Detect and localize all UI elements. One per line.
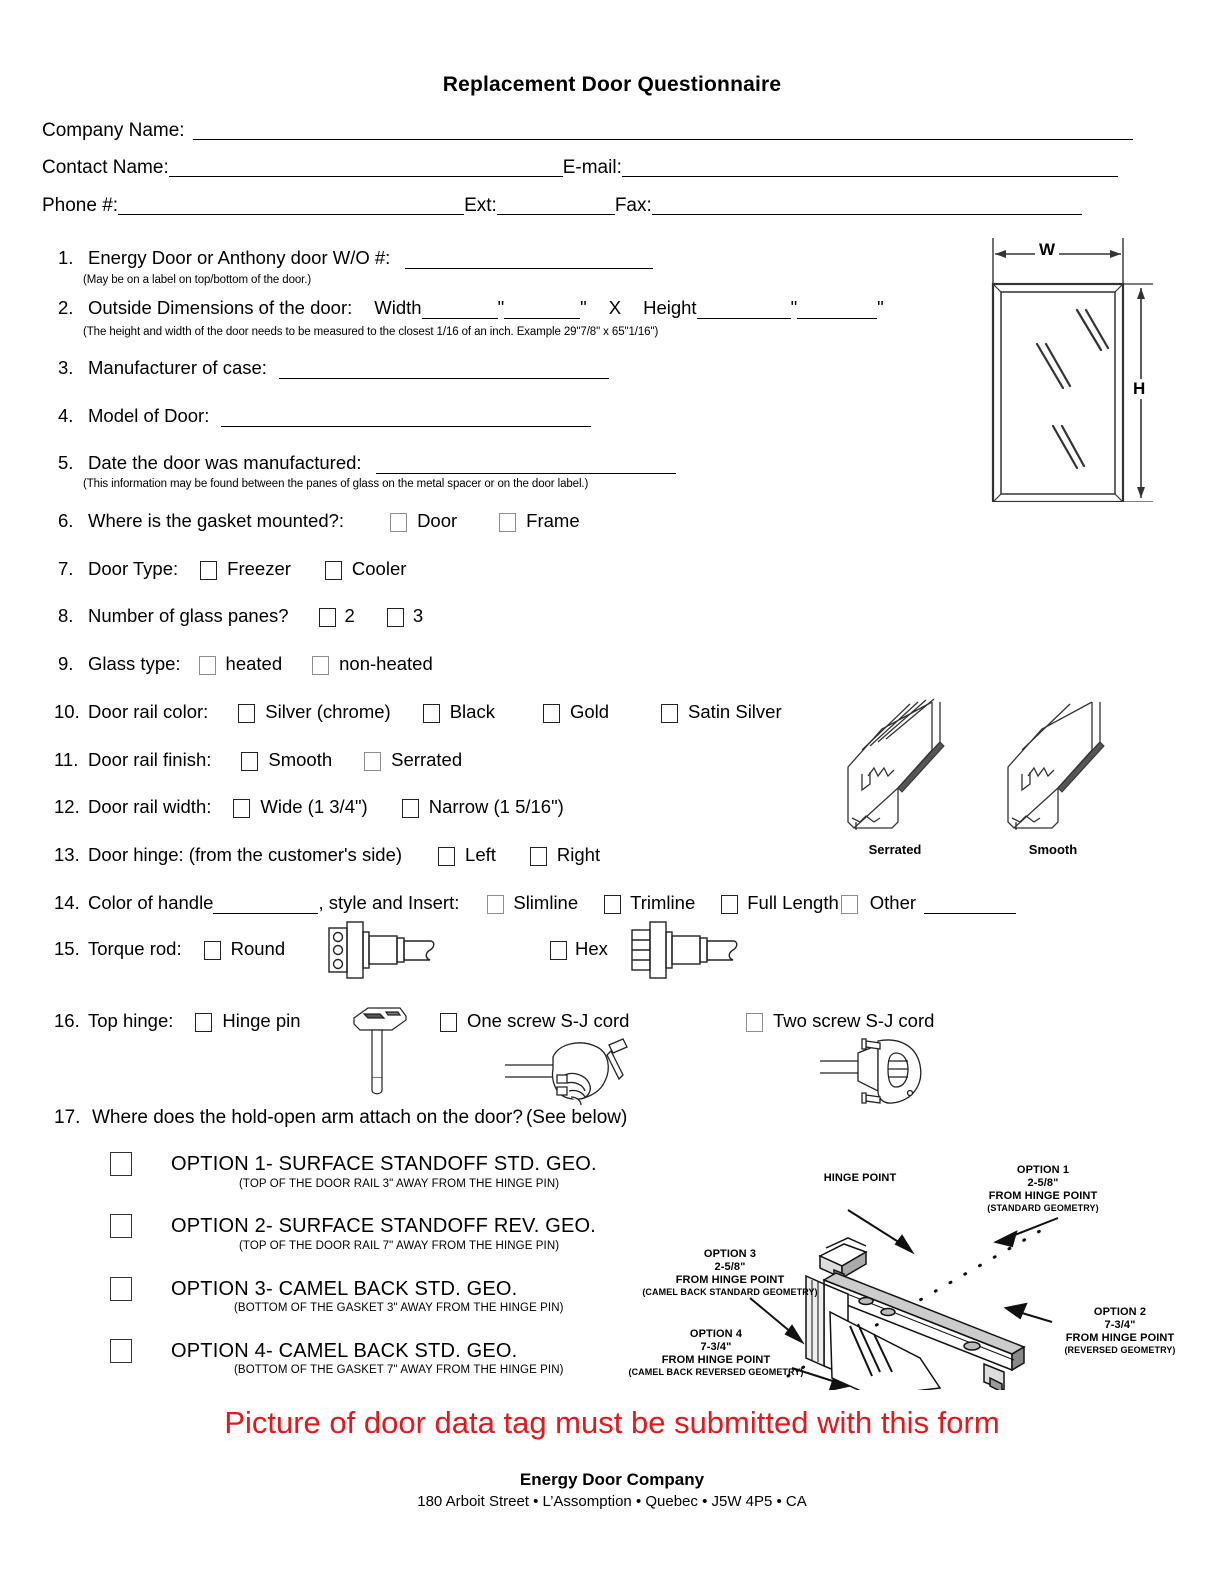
question-6-number: 6. <box>58 510 74 531</box>
question-5-label: Date the door was manufactured: <box>88 452 362 473</box>
ext-input[interactable] <box>497 197 615 215</box>
one-screw-sj-cord-diagram <box>505 1035 655 1115</box>
diagram-option-2-label: OPTION 2 7-3/4" FROM HINGE POINT (REVERSED GEOMETRY) <box>1064 1306 1176 1355</box>
torque-rod-hex-diagram <box>628 920 758 980</box>
question-4 <box>58 405 591 427</box>
contact-name-input[interactable] <box>169 159 563 177</box>
door-diagram-width-letter: W <box>1035 240 1059 260</box>
question-9-label: Glass type: <box>88 653 181 674</box>
question-13-option-left-label: Left <box>465 844 496 865</box>
hold-open-arm-diagram <box>620 1140 1180 1390</box>
question-13-checkbox-left[interactable] <box>438 847 455 866</box>
hinge-pin-diagram <box>350 1004 410 1100</box>
question-9 <box>58 653 433 675</box>
question-17-option-4-note: (BOTTOM OF THE GASKET 7" AWAY FROM THE HINGE PIN) <box>234 1364 564 1376</box>
rail-profile-diagrams <box>840 692 1140 857</box>
footer-address: 180 Arboit Street • L’Assomption • Quebec • J5W 4P5 • CA <box>417 1493 807 1510</box>
question-11 <box>54 749 462 771</box>
question-17-option-3-label: OPTION 3- CAMEL BACK STD. GEO. <box>171 1277 518 1300</box>
question-1-number: 1. <box>58 247 74 268</box>
diagram-option-4-label: OPTION 4 7-3/4" FROM HINGE POINT (CAMEL BACK REVERSED GEOMETRY) <box>628 1328 804 1377</box>
question-8 <box>58 605 423 627</box>
question-7-checkbox-freezer[interactable] <box>200 561 217 580</box>
diagram-hinge-point-label: HINGE POINT <box>823 1172 897 1184</box>
question-10-label: Door rail color: <box>88 701 209 722</box>
question-17-checkbox-option-2[interactable] <box>110 1214 132 1238</box>
question-14-label-2: , style and Insert: <box>318 892 460 913</box>
question-15-hex-group <box>550 938 608 960</box>
question-9-option-nonheated-label: non-heated <box>339 653 433 674</box>
question-10-option-gold-label: Gold <box>569 701 610 722</box>
question-11-checkbox-serrated[interactable] <box>364 752 381 771</box>
question-12 <box>54 796 564 818</box>
door-dimension-diagram <box>975 232 1155 502</box>
question-16-option-two-screw-label: Two screw S-J cord <box>773 1010 935 1031</box>
question-15-number: 15. <box>54 938 80 959</box>
question-16-label: Top hinge: <box>88 1010 174 1031</box>
question-2-height-label: Height <box>643 297 697 318</box>
rail-profiles-svg <box>840 692 1140 842</box>
question-14-option-trimline-label: Trimline <box>630 892 696 913</box>
question-8-option-3-label: 3 <box>412 605 424 626</box>
torque-rod-hex-svg <box>628 920 758 980</box>
two-screw-sj-cord-diagram <box>820 1035 950 1115</box>
question-3-label: Manufacturer of case: <box>88 357 267 378</box>
question-7-option-freezer-label: Freezer <box>227 558 291 579</box>
question-14-other-input[interactable] <box>924 896 1016 914</box>
question-3-input[interactable] <box>279 361 609 379</box>
question-8-option-2-label: 2 <box>344 605 355 626</box>
rail-profile-smooth-caption: Smooth <box>1028 842 1078 857</box>
question-2-x-label: X <box>608 297 622 318</box>
question-17-number: 17. <box>54 1107 81 1128</box>
question-8-checkbox-2[interactable] <box>319 608 336 627</box>
question-14-option-slimline-label: Slimline <box>513 892 579 913</box>
question-11-number: 11. <box>54 749 79 770</box>
question-16-option-hinge-pin-label: Hinge pin <box>222 1010 301 1031</box>
question-17-option-2-note: (TOP OF THE DOOR RAIL 7" AWAY FROM THE HINGE PIN) <box>239 1240 560 1252</box>
question-17-option-2 <box>110 1214 596 1238</box>
question-1 <box>58 247 653 269</box>
question-17-checkbox-option-1[interactable] <box>110 1152 132 1176</box>
fax-input[interactable] <box>652 197 1082 215</box>
question-9-option-heated-label: heated <box>225 653 283 674</box>
question-1-input[interactable] <box>405 251 653 269</box>
question-12-option-wide-label: Wide (1 3/4") <box>260 796 368 817</box>
question-14 <box>54 892 1016 914</box>
question-7-checkbox-cooler[interactable] <box>325 561 342 580</box>
question-12-option-narrow-label: Narrow (1 5/16") <box>428 796 564 817</box>
question-8-checkbox-3[interactable] <box>387 608 404 627</box>
hinge-pin-svg <box>350 1004 410 1100</box>
question-6-option-frame-label: Frame <box>526 510 580 531</box>
inch-mark-3: " <box>790 297 798 318</box>
question-14-number: 14. <box>54 892 80 913</box>
page-title: Replacement Door Questionnaire <box>442 73 782 96</box>
question-12-checkbox-narrow[interactable] <box>402 799 419 818</box>
question-17-option-4-label: OPTION 4- CAMEL BACK STD. GEO. <box>171 1339 518 1362</box>
question-10-checkbox-silver[interactable] <box>238 704 255 723</box>
question-14-handle-color-input[interactable] <box>213 896 318 914</box>
phone-input[interactable] <box>118 197 464 215</box>
question-13-checkbox-right[interactable] <box>530 847 547 866</box>
question-13-option-right-label: Right <box>556 844 601 865</box>
question-7-option-cooler-label: Cooler <box>351 558 407 579</box>
company-name-input[interactable] <box>193 122 1133 140</box>
question-7 <box>58 558 406 580</box>
question-2-height-input-b[interactable] <box>797 301 877 319</box>
question-6-checkbox-door[interactable] <box>390 513 407 532</box>
question-3-number: 3. <box>58 357 74 378</box>
question-14-checkbox-other[interactable] <box>841 895 858 914</box>
question-16-checkbox-one-screw[interactable] <box>440 1013 457 1032</box>
question-3 <box>58 357 609 379</box>
question-11-checkbox-smooth[interactable] <box>241 752 258 771</box>
question-11-option-serrated-label: Serrated <box>391 749 463 770</box>
question-2-width-label: Width <box>374 297 422 318</box>
question-15-label: Torque rod: <box>88 938 182 959</box>
door-diagram-svg <box>975 232 1155 502</box>
question-9-checkbox-nonheated[interactable] <box>312 656 329 675</box>
question-13 <box>54 844 600 866</box>
question-17-option-1-label: OPTION 1- SURFACE STANDOFF STD. GEO. <box>171 1152 597 1175</box>
question-8-label: Number of glass panes? <box>88 605 289 626</box>
question-16-checkbox-hinge-pin[interactable] <box>195 1013 212 1032</box>
question-1-note: (May be on a label on top/bottom of the door.) <box>83 274 312 286</box>
company-name-label: Company Name: <box>42 120 185 141</box>
question-5-number: 5. <box>58 452 74 473</box>
question-2-note: (The height and width of the door needs to be measured to the closest 1/16 of an inch. Example 29"7/8" x 65"1/16") <box>83 326 659 338</box>
question-12-label: Door rail width: <box>88 796 212 817</box>
question-2-label: Outside Dimensions of the door: <box>88 297 353 318</box>
footer-company-name: Energy Door Company <box>519 1470 705 1489</box>
question-4-input[interactable] <box>221 409 591 427</box>
question-10-checkbox-satin-silver[interactable] <box>661 704 678 723</box>
question-10-number: 10. <box>54 701 80 722</box>
question-16-option-one-screw-label: One screw S-J cord <box>467 1010 630 1031</box>
question-6-checkbox-frame[interactable] <box>499 513 516 532</box>
question-4-label: Model of Door: <box>88 405 210 426</box>
question-17-label: Where does the hold-open arm attach on the door? <box>92 1107 523 1128</box>
question-14-label: Color of handle <box>88 892 214 913</box>
diagram-option-1-label: OPTION 1 2-5/8" FROM HINGE POINT (STANDARD GEOMETRY) <box>987 1164 1099 1213</box>
diagram-option-3-label: OPTION 3 2-5/8" FROM HINGE POINT (CAMEL BACK STANDARD GEOMETRY) <box>642 1248 818 1297</box>
rail-profile-serrated-caption: Serrated <box>868 842 922 857</box>
phone-ext-fax-field-row <box>42 196 1082 215</box>
question-7-label: Door Type: <box>88 558 179 579</box>
question-9-number: 9. <box>58 653 74 674</box>
phone-label: Phone #: <box>42 195 119 216</box>
question-6 <box>58 510 580 532</box>
question-14-option-other-label: Other <box>869 892 917 913</box>
fax-label: Fax: <box>614 195 652 216</box>
ext-label: Ext: <box>464 195 497 216</box>
inch-mark-1: " <box>497 297 505 318</box>
contact-name-label: Contact Name: <box>42 157 169 178</box>
question-17-option-3-note: (BOTTOM OF THE GASKET 3" AWAY FROM THE HINGE PIN) <box>234 1302 564 1314</box>
question-15-option-round-label: Round <box>230 938 286 959</box>
email-label: E-mail: <box>562 157 622 178</box>
question-17-see-below: (See below) <box>525 1107 628 1128</box>
torque-rod-round-svg <box>325 920 455 980</box>
question-16 <box>54 1010 301 1032</box>
question-13-label: Door hinge: (from the customer's side) <box>88 844 403 865</box>
question-10-option-silver-label: Silver (chrome) <box>265 701 391 722</box>
question-16-checkbox-two-screw[interactable] <box>746 1013 763 1032</box>
question-17-option-2-label: OPTION 2- SURFACE STANDOFF REV. GEO. <box>171 1214 597 1237</box>
question-2-width-input-b[interactable] <box>504 301 580 319</box>
question-2-height-input-a[interactable] <box>697 301 791 319</box>
question-6-option-door-label: Door <box>417 510 458 531</box>
question-17-checkbox-option-3[interactable] <box>110 1277 132 1301</box>
question-17-option-1 <box>110 1152 597 1176</box>
inch-mark-2: " <box>580 297 587 318</box>
question-5 <box>58 452 676 474</box>
submission-notice: Picture of door data tag must be submitted with this form <box>224 1405 1000 1440</box>
question-5-input[interactable] <box>376 456 676 474</box>
question-10-option-black-label: Black <box>449 701 495 722</box>
question-17-option-4 <box>110 1339 517 1363</box>
question-12-number: 12. <box>54 796 80 817</box>
question-15 <box>54 938 285 960</box>
email-input[interactable] <box>622 159 1118 177</box>
contact-email-field-row <box>42 158 1118 177</box>
question-10-checkbox-black[interactable] <box>423 704 440 723</box>
question-10 <box>54 701 782 723</box>
question-1-label: Energy Door or Anthony door W/O #: <box>88 247 391 268</box>
question-11-label: Door rail finish: <box>88 749 212 770</box>
question-15-checkbox-round[interactable] <box>204 941 221 960</box>
company-name-field-row <box>42 121 1133 140</box>
question-11-option-smooth-label: Smooth <box>268 749 333 770</box>
question-4-number: 4. <box>58 405 74 426</box>
question-15-option-hex-label: Hex <box>575 938 608 959</box>
torque-rod-round-diagram <box>325 920 455 980</box>
question-8-number: 8. <box>58 605 74 626</box>
question-14-checkbox-trimline[interactable] <box>604 895 621 914</box>
question-9-checkbox-heated[interactable] <box>199 656 216 675</box>
question-2-number: 2. <box>58 297 74 318</box>
question-10-option-satin-silver-label: Satin Silver <box>688 701 782 722</box>
inch-mark-4: " <box>877 297 884 318</box>
question-17-option-3 <box>110 1277 517 1301</box>
question-7-number: 7. <box>58 558 74 579</box>
question-5-note: (This information may be found between the panes of glass on the metal spacer or on the door label.) <box>83 478 589 490</box>
question-14-checkbox-slimline[interactable] <box>487 895 504 914</box>
one-screw-hand-svg <box>505 1035 655 1115</box>
question-16-number: 16. <box>54 1010 80 1031</box>
door-diagram-height-letter: H <box>1133 379 1146 398</box>
question-12-checkbox-wide[interactable] <box>233 799 250 818</box>
question-6-label: Where is the gasket mounted?: <box>88 510 345 531</box>
question-16-one-screw-group <box>440 1010 629 1032</box>
question-14-option-full-length-label: Full Length <box>747 892 839 913</box>
question-15-checkbox-hex[interactable] <box>550 941 567 960</box>
question-13-number: 13. <box>54 844 80 865</box>
question-2 <box>58 297 884 319</box>
question-17-option-1-note: (TOP OF THE DOOR RAIL 3" AWAY FROM THE HINGE PIN) <box>239 1178 560 1190</box>
question-14-checkbox-full-length[interactable] <box>721 895 738 914</box>
question-16-two-screw-group <box>746 1010 934 1032</box>
question-17-checkbox-option-4[interactable] <box>110 1339 132 1363</box>
question-10-checkbox-gold[interactable] <box>543 704 560 723</box>
two-screw-plug-svg <box>820 1035 950 1115</box>
question-2-width-input-a[interactable] <box>422 301 498 319</box>
